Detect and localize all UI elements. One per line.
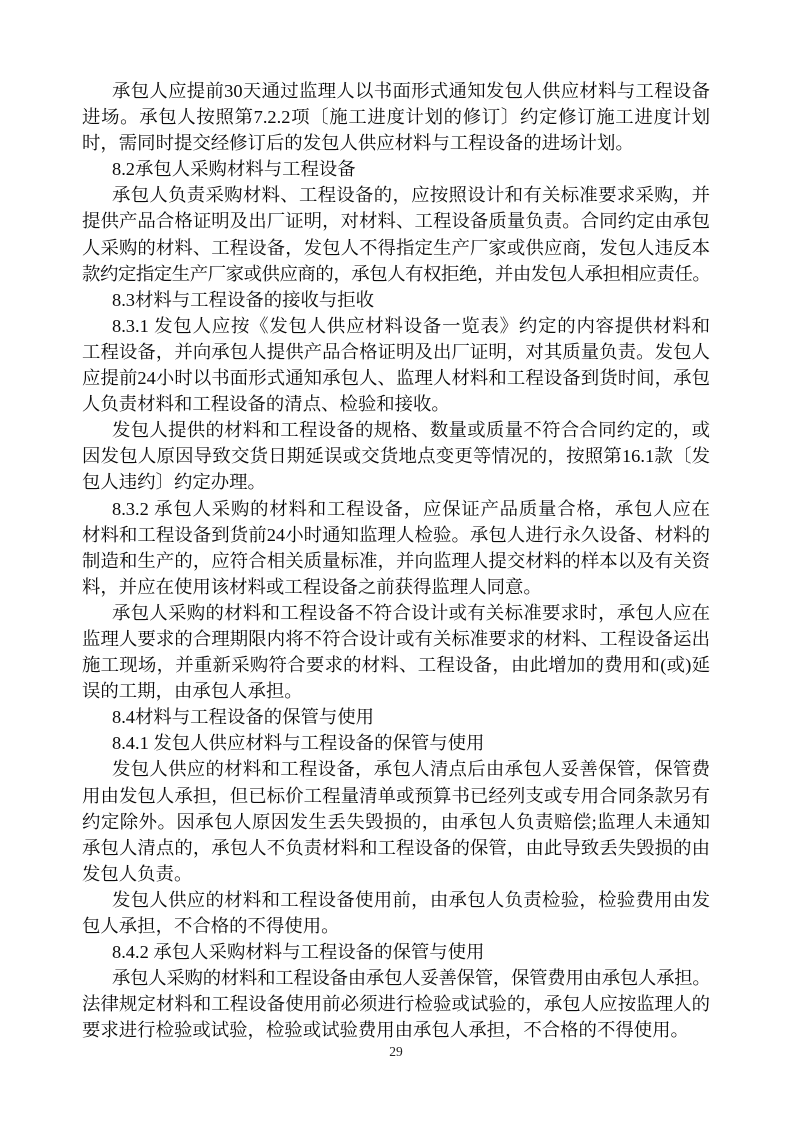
- text-line: 制造和生产的，应符合相关质量标准，并向监理人提交材料的样本以及有关资: [82, 550, 710, 571]
- text-line: 承包人清点的，承包人不负责材料和工程设备的保管，由此导致丢失毁损的由: [82, 837, 710, 858]
- text-line: 人采购的材料、工程设备，发包人不得指定生产厂家或供应商，发包人违反本: [82, 237, 710, 258]
- text-line: 料，并应在使用该材料或工程设备之前获得监理人同意。: [82, 576, 542, 597]
- text-line: 包人承担，不合格的不得使用。: [82, 916, 340, 936]
- text-line: 8.3.1 发包人应按《发包人供应材料设备一览表》约定的内容提供材料和: [112, 315, 710, 336]
- text-line: 8.3.2 承包人采购的材料和工程设备，应保证产品质量合格，承包人应在: [112, 498, 710, 519]
- text-line: 8.4材料与工程设备的保管与使用: [112, 707, 375, 728]
- text-line: 8.3材料与工程设备的接收与拒收: [112, 289, 375, 310]
- text-line: 提供产品合格证明及出厂证明，对材料、工程设备质量负责。合同约定由承包: [82, 211, 710, 232]
- text-line: 材料和工程设备到货前24小时通知监理人检验。承包人进行永久设备、材料的: [82, 524, 710, 545]
- text-line: 进场。承包人按照第7.2.2项〔施工进度计划的修订〕约定修订施工进度计划: [82, 107, 710, 128]
- text-line: 要求进行检验或试验，检验或试验费用由承包人承担，不合格的不得使用。: [82, 1020, 689, 1041]
- page-number: 29: [389, 1044, 403, 1059]
- text-line: 8.4.1 发包人供应材料与工程设备的保管与使用: [112, 733, 485, 754]
- text-line: 承包人采购的材料和工程设备不符合设计或有关标准要求时，承包人应在: [112, 602, 710, 623]
- text-line: 约定除外。因承包人原因发生丢失毁损的，由承包人负责赔偿;监理人未通知: [82, 811, 710, 832]
- text-line: 发包人供应的材料和工程设备，承包人清点后由承包人妥善保管，保管费: [112, 759, 710, 780]
- text-line: 误的工期，由承包人承担。: [82, 681, 303, 702]
- body-text: [82, 78, 710, 1043]
- text-line: 款约定指定生产厂家或供应商的，承包人有权拒绝，并由发包人承担相应责任。: [82, 263, 710, 284]
- text-line: 发包人负责。: [82, 863, 193, 884]
- text-line: 工程设备，并向承包人提供产品合格证明及出厂证明，对其质量负责。发包人: [82, 341, 710, 362]
- text-line: 用由发包人承担，但已标价工程量清单或预算书已经列支或专用合同条款另有: [82, 785, 710, 806]
- text-line: 监理人要求的合理期限内将不符合设计或有关标准要求的材料、工程设备运出: [82, 628, 710, 649]
- text-line: 发包人提供的材料和工程设备的规格、数量或质量不符合合同约定的，或: [112, 420, 710, 441]
- text-line: 承包人采购的材料和工程设备由承包人妥善保管，保管费用由承包人承担。: [112, 968, 710, 989]
- text-line: 承包人负责采购材料、工程设备的，应按照设计和有关标准要求采购，并: [112, 185, 710, 206]
- text-line: 时，需同时提交经修订后的发包人供应材料与工程设备的进场计划。: [82, 133, 634, 154]
- text-line: 包人违约〕约定办理。: [82, 472, 266, 493]
- text-line: 施工现场，并重新采购符合要求的材料、工程设备，由此增加的费用和(或)延: [82, 655, 710, 676]
- text-line: 人负责材料和工程设备的清点、检验和接收。: [82, 394, 450, 415]
- text-line: 因发包人原因导致交货日期延误或交货地点变更等情况的，按照第16.1款〔发: [82, 446, 710, 467]
- text-line: 法律规定材料和工程设备使用前必须进行检验或试验的，承包人应按监理人的: [82, 994, 710, 1015]
- text-line: 发包人供应的材料和工程设备使用前，由承包人负责检验，检验费用由发: [112, 889, 710, 910]
- text-line: 承包人应提前30天通过监理人以书面形式通知发包人供应材料与工程设备: [112, 81, 710, 101]
- text-line: 8.2承包人采购材料与工程设备: [112, 159, 356, 180]
- text-line: 8.4.2 承包人采购材料与工程设备的保管与使用: [112, 942, 485, 963]
- text-line: 应提前24小时以书面形式通知承包人、监理人材料和工程设备到货时间，承包: [82, 368, 710, 389]
